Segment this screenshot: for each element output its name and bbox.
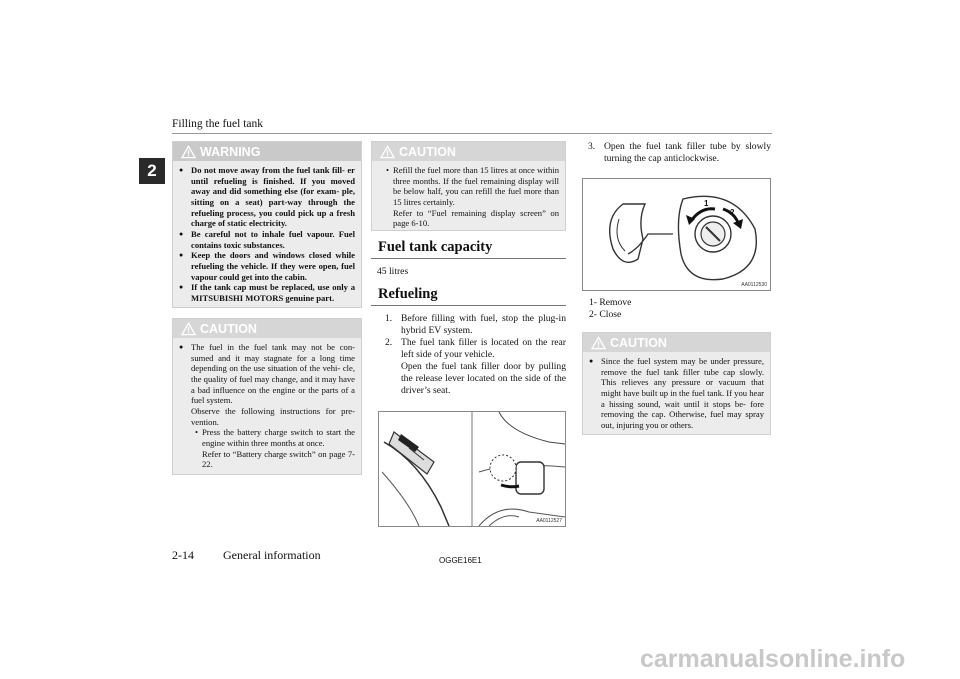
figure-release-lever (378, 411, 566, 527)
figure-legend (589, 297, 631, 321)
section-divider (371, 258, 566, 259)
chapter-tab: 2 (139, 158, 165, 184)
caution-item (179, 342, 355, 427)
warning-item: ● Be careful not to inhale fuel vapour. Fuel contains toxic substances. (179, 228, 355, 250)
caution-triangle-icon (591, 336, 606, 350)
callout-label-2: 2 (730, 208, 735, 217)
warning-item: ● Keep the doors and windows closed while refueling the vehicle. If they were open, fuel vapour could get into the cabin. (179, 250, 355, 282)
footer-section: General information (223, 548, 321, 562)
caution-subitem: • Press the battery charge switch to start the engine within three months at once. Refer to “Battery charge switch” on page 7-22. (195, 427, 355, 470)
warning-triangle-icon (181, 145, 196, 159)
section-title-capacity: Fuel tank capacity (378, 239, 493, 255)
step-item-continued: Open the fuel tank filler door by pulling the release lever located on the side of the driver’s seat. (401, 360, 566, 396)
caution-item: ● Since the fuel system may be under pressure, remove the fuel tank filler tube cap slowly. This relieves any pressure or vacuum that might have built up in the fuel tank. If you hear a hissing sound, wait until it stops be- fore removing the cap. Otherwise, fuel may spray out, injuring you or others. (589, 356, 765, 430)
page-number: 2-14 (172, 548, 194, 562)
refueling-steps (385, 313, 566, 397)
figure-code: AA0112527 (536, 518, 562, 524)
warning-box (172, 141, 362, 308)
section-title-refueling: Refueling (378, 286, 438, 302)
release-lever-illustration (379, 412, 565, 526)
section-divider (371, 305, 566, 306)
caution-title: CAUTION (200, 321, 257, 336)
capacity-value: 45 litres (377, 266, 409, 277)
header-divider (172, 133, 772, 134)
page-header-title: Filling the fuel tank (172, 118, 264, 130)
caution-header (372, 142, 565, 161)
caution-triangle-icon (380, 145, 395, 159)
filler-cap-illustration (583, 179, 770, 290)
caution-observe-text: Observe the following instructions for pre- vention. (191, 405, 355, 427)
watermark: carmanualsonline.info (640, 645, 906, 673)
warning-item: ● If the tank cap must be replaced, use only a MITSUBISHI MOTORS genuine part. (179, 282, 355, 303)
caution-box-refill (371, 141, 566, 231)
caution-title: CAUTION (610, 335, 667, 350)
legend-item: 1- Remove (589, 297, 632, 308)
caution-header (173, 319, 361, 338)
step-item: 3. Open the fuel tank filler tube by slowly turning the cap anticlockwise. (588, 141, 771, 164)
callout-label-1: 1 (704, 199, 709, 208)
cross-reference: Refer to “Battery charge switch” on page 7-22. (202, 448, 355, 470)
caution-title: CAUTION (399, 144, 456, 159)
document-code: OGGE16E1 (439, 556, 482, 565)
caution-text: The fuel in the fuel tank may not be con- sumed and it may stagnate for a long time depending on the use situation of the vehi- cle, the quality of fuel may change, and it may have a bad influence on the engine or the parts of a fuel system. (191, 342, 355, 406)
caution-box-pressure (582, 332, 771, 435)
caution-box-fuel-quality (172, 318, 362, 475)
caution-subitem: • Refill the fuel more than 15 litres at once within three months. If the fuel remaining display will be below half, you can refill the fuel more than 15 litres certainly. Refer to “Fuel remaining display screen” on page 6-10. (386, 165, 559, 229)
step-item: 1. Before filling with fuel, stop the plug-in hybrid EV system. (385, 313, 566, 336)
step-3 (588, 141, 771, 165)
bullet-icon: ● (179, 343, 184, 351)
bullet-icon: ● (179, 166, 184, 174)
figure-code: AA0112530 (741, 282, 767, 288)
warning-header (173, 142, 361, 161)
bullet-icon: ● (179, 229, 184, 238)
caution-triangle-icon (181, 322, 196, 336)
cross-reference: Refer to “Fuel remaining display screen” on page 6-10. (393, 207, 559, 229)
step-item: 2. The fuel tank filler is located on the rear left side of your vehicle. (385, 336, 566, 360)
caution-header (583, 333, 770, 352)
bullet-icon: ● (179, 251, 184, 260)
warning-item: ● Do not move away from the fuel tank fill- er until refueling is finished. If you moved away and did something else (for exam- ple, sitting on a seat) part-way through the refueling process, you could pick up a fresh charge of static electricity. (179, 165, 355, 229)
warning-title: WARNING (200, 144, 261, 159)
bullet-icon: ● (179, 283, 184, 292)
legend-item: 2- Close (589, 308, 622, 320)
figure-filler-cap (582, 178, 771, 291)
bullet-icon: ● (589, 357, 594, 365)
